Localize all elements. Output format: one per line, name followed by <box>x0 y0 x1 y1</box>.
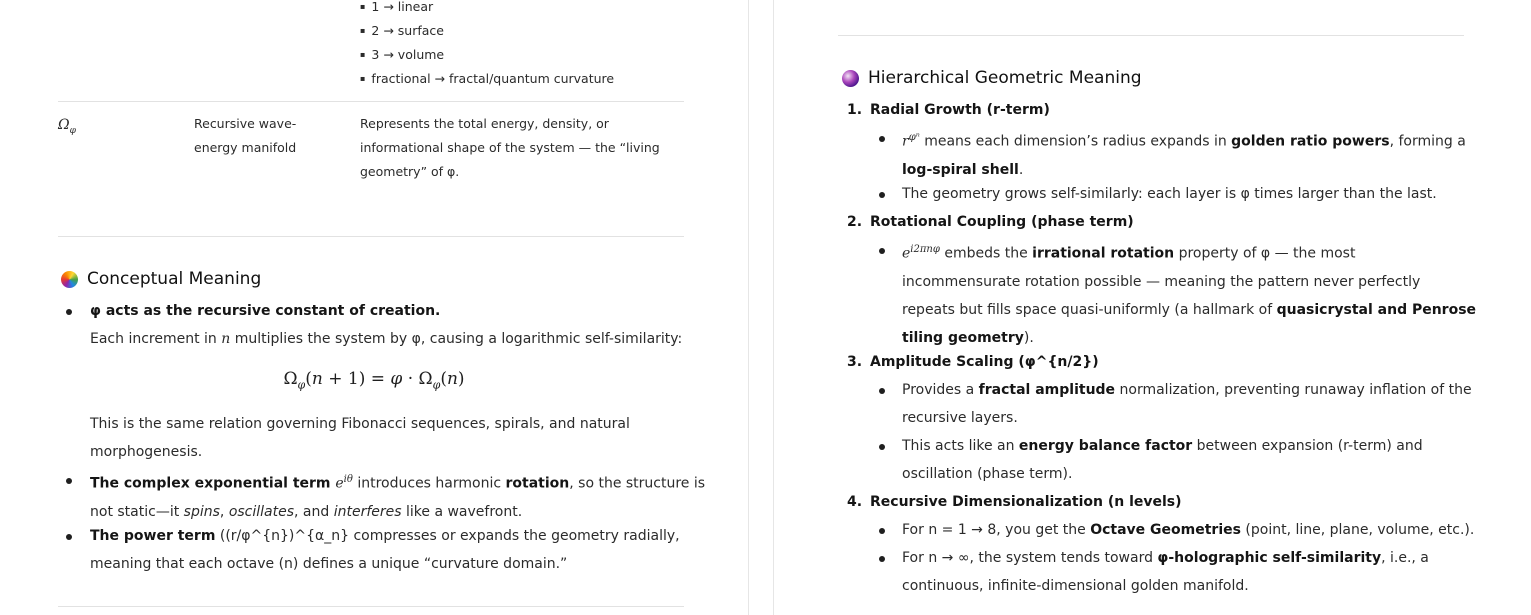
section-divider <box>838 35 1464 36</box>
bullet-icon <box>879 556 885 562</box>
list-item: For n → ∞, the system tends toward φ-holographic self-similarity, i.e., a continuous, infinite-dimensional golden manifold. <box>902 550 1429 594</box>
list-number: 3. <box>847 354 863 370</box>
list-item: ▪ 3 → volume <box>360 48 614 72</box>
section-title: Recursive Dimensionalization (n levels) <box>870 494 1182 510</box>
bullet-icon <box>879 528 885 534</box>
list-item: This acts like an energy balance factor between expansion (r-term) and oscillation (phase term). <box>902 438 1423 482</box>
bullet-icon <box>66 534 72 540</box>
rainbow-icon <box>61 271 78 288</box>
right-document-pane[interactable] <box>774 0 1531 615</box>
list-item: For n = 1 → 8, you get the Octave Geometries (point, line, plane, volume, etc.). <box>902 522 1475 538</box>
table-cell-description: Represents the total energy, density, or informational shape of the system — the “living geometry” of φ. <box>360 116 660 179</box>
dimension-bullet-list <box>360 0 614 96</box>
list-item: Provides a fractal amplitude normalization, preventing runaway inflation of the recursive layers. <box>902 382 1472 426</box>
list-number: 2. <box>847 214 863 230</box>
table-cell-name: Recursive wave- energy manifold <box>194 116 297 155</box>
bullet-icon <box>66 309 72 315</box>
conceptual-meaning-heading: Conceptual Meaning <box>61 269 261 289</box>
section-divider <box>58 236 684 237</box>
list-item: $r^{\varphi^n}$ means each dimension’s radius expands in golden ratio powers, forming a log-spiral shell. <box>902 132 1466 178</box>
list-item: The geometry grows self-similarly: each layer is φ times larger than the last. <box>902 186 1437 202</box>
table-cell-symbol: $\Omega_\varphi$ <box>58 117 76 136</box>
list-item: The complex exponential term $e^{i\theta}$ introduces harmonic rotation, so the structure is not static—it spins, oscillates, and interferes like a wavefront. <box>90 474 706 520</box>
section-title: Amplitude Scaling (φ^{n/2}) <box>870 354 1099 370</box>
bullet-icon <box>879 444 885 450</box>
table-row-divider <box>58 101 684 102</box>
hierarchical-meaning-heading: Hierarchical Geometric Meaning <box>842 68 1142 88</box>
section-title: Rotational Coupling (phase term) <box>870 214 1134 230</box>
list-item: ▪ 1 → linear <box>360 0 614 24</box>
list-item: $e^{i2\pi n\varphi}$ embeds the irrational rotation property of φ — the most incommensurate rotation possible — meaning the pattern never perfectly repeats but fills space quasi-uniformly (a hallmark of quasicrystal and Penrose tiling geometry). <box>902 244 1477 346</box>
list-item: φ acts as the recursive constant of creation. Each increment in n multiplies the system by φ, causing a logarithmic self-similarity: <box>90 303 683 347</box>
section-divider <box>58 606 684 607</box>
left-document-pane[interactable] <box>0 0 748 615</box>
bullet-icon <box>879 192 885 198</box>
list-item: ▪ 2 → surface <box>360 24 614 48</box>
section-title: Radial Growth (r-term) <box>870 102 1050 118</box>
bullet-icon <box>879 388 885 394</box>
pane-border-left <box>748 0 749 615</box>
bullet-icon <box>66 478 72 484</box>
crystal-ball-icon <box>842 70 859 87</box>
list-item: ▪ fractional → fractal/quantum curvature <box>360 72 614 96</box>
recursion-equation: $\Omega_\varphi(n + 1) = \varphi \cdot \Omega_\varphi(n)$ <box>283 369 465 392</box>
list-number: 1. <box>847 102 863 118</box>
bullet-icon <box>879 136 885 142</box>
bullet-icon <box>879 248 885 254</box>
list-number: 4. <box>847 494 863 510</box>
list-item: The power term ((r/φ^{n})^{α_n} compresses or expands the geometry radially, meaning that each octave (n) defines a unique “curvature domain.” <box>90 528 680 572</box>
list-item-continuation: This is the same relation governing Fibonacci sequences, spirals, and natural morphogenesis. <box>90 416 630 460</box>
